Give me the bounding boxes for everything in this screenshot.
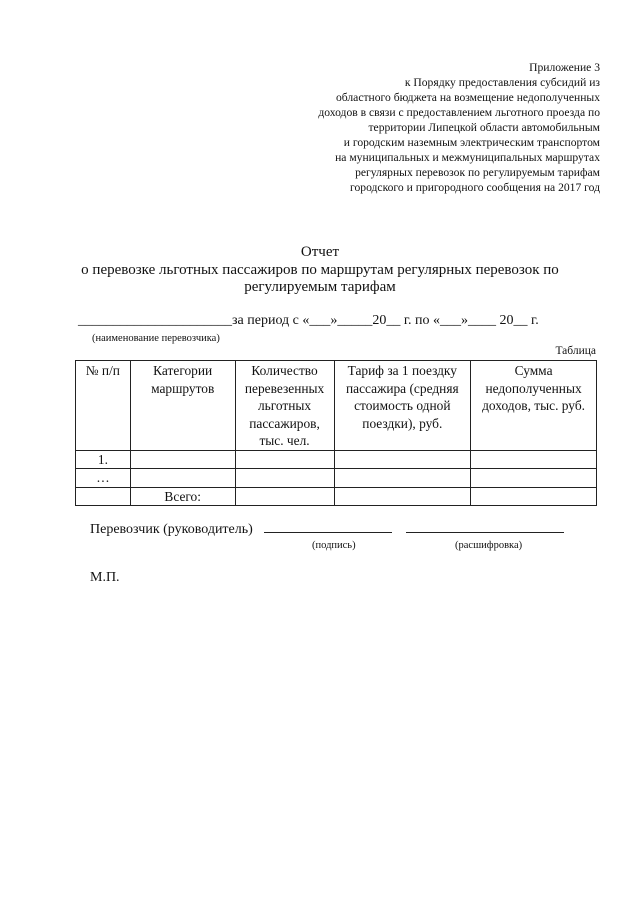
report-title: Отчет xyxy=(300,244,340,260)
header-passengers-count: Количество перевезенных льготных пассажиров, тыс. чел. xyxy=(235,361,334,451)
table-cell xyxy=(334,469,471,488)
table-cell xyxy=(235,450,334,469)
table-cell xyxy=(334,487,471,506)
table-row xyxy=(76,469,597,488)
table-header-row xyxy=(76,361,597,451)
appendix-line: и городским наземным электрическим транспортом xyxy=(343,136,600,149)
appendix-line: Приложение 3 xyxy=(529,61,600,74)
table-row xyxy=(76,450,597,469)
table-cell xyxy=(76,487,131,506)
decode-blank xyxy=(406,520,564,533)
appendix-line: к Порядку предоставления субсидий из xyxy=(404,76,600,89)
appendix-line: городского и пригородного сообщения на 2017 год xyxy=(350,181,600,194)
appendix-line: доходов в связи с предоставлением льготного проезда по xyxy=(318,106,600,119)
signature-caption: (подпись) xyxy=(312,540,356,551)
table-cell: 1. xyxy=(76,450,131,469)
table-cell xyxy=(471,450,597,469)
decode-caption: (расшифровка) xyxy=(455,540,523,551)
total-label: Всего: xyxy=(130,487,235,506)
appendix-line: территории Липецкой области автомобильным xyxy=(368,121,600,134)
appendix-line: областного бюджета на возмещение недополученных xyxy=(335,91,600,104)
report-subtitle-line-1: о перевозке льготных пассажиров по маршрутам регулярных перевозок по xyxy=(81,261,559,278)
report-title-block xyxy=(60,244,580,297)
report-table xyxy=(75,360,597,506)
carrier-caption: (наименование перевозчика) xyxy=(92,333,220,344)
stamp-mark: М.П. xyxy=(90,570,120,585)
table-cell xyxy=(334,450,471,469)
table-cell xyxy=(130,450,235,469)
table-cell xyxy=(235,487,334,506)
appendix-line: на муниципальных и межмуниципальных маршрутах xyxy=(335,151,600,164)
table-cell xyxy=(471,487,597,506)
table-cell xyxy=(130,469,235,488)
signature-blank xyxy=(264,520,392,533)
appendix-line: регулярных перевозок по регулируемым тарифам xyxy=(355,166,600,179)
table-cell xyxy=(235,469,334,488)
appendix-header xyxy=(260,60,600,195)
table-cell: … xyxy=(76,469,131,488)
header-lost-income: Сумма недополученных доходов, тыс. руб. xyxy=(471,361,597,451)
signature-label: Перевозчик (руководитель) xyxy=(90,522,253,537)
table-caption: Таблица xyxy=(555,345,596,357)
table-total-row xyxy=(76,487,597,506)
table-cell xyxy=(471,469,597,488)
signature-line xyxy=(90,520,564,538)
period-line: ______________________за период с «___»_____20__ г. по «___»____ 20__ г. xyxy=(78,313,539,328)
header-row-number: № п/п xyxy=(76,361,131,451)
header-tariff: Тариф за 1 поездку пассажира (средняя стоимость одной поездки), руб. xyxy=(334,361,471,451)
report-subtitle-line-2: регулируемым тарифам xyxy=(244,279,396,295)
header-route-categories: Категории маршрутов xyxy=(130,361,235,451)
